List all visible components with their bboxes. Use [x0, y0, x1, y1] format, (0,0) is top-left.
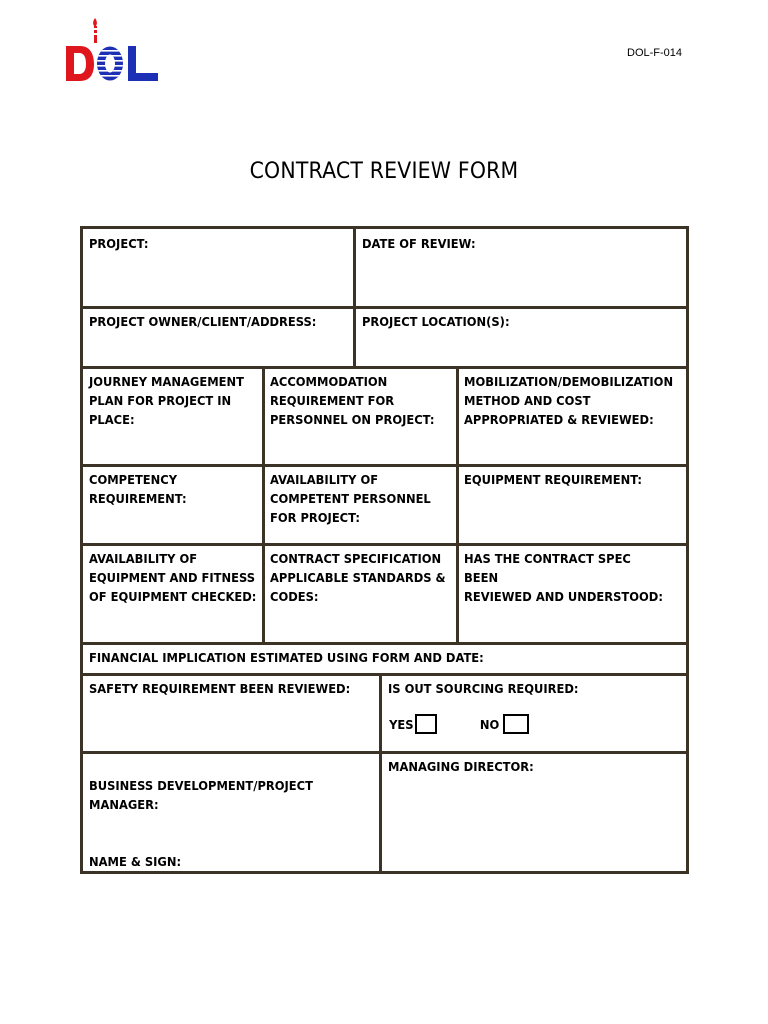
financial-implication-field[interactable]: FINANCIAL IMPLICATION ESTIMATED USING FORM AND DATE:: [89, 650, 484, 665]
accommodation-field[interactable]: ACCOMMODATION REQUIREMENT FOR PERSONNEL ON PROJECT:: [270, 374, 435, 427]
project-field[interactable]: PROJECT:: [89, 236, 149, 251]
contract-review-form: [80, 226, 689, 874]
column-divider: [353, 229, 356, 369]
page-title: CONTRACT REVIEW FORM: [249, 159, 519, 184]
equipment-requirement-field[interactable]: EQUIPMENT REQUIREMENT:: [464, 472, 643, 487]
competency-field[interactable]: COMPETENCY REQUIREMENT:: [89, 472, 187, 506]
column-divider: [379, 673, 382, 871]
svg-text:DOL: DOL: [64, 16, 67, 17]
competent-personnel-field[interactable]: AVAILABILITY OF COMPETENT PERSONNEL FOR PROJECT:: [270, 472, 431, 525]
equipment-availability-field[interactable]: AVAILABILITY OF EQUIPMENT AND FITNESS OF EQUIPMENT CHECKED:: [89, 551, 257, 604]
journey-plan-field[interactable]: JOURNEY MANAGEMENT PLAN FOR PROJECT IN PLACE:: [89, 374, 245, 427]
mobilization-field[interactable]: MOBILIZATION/DEMOBILIZATION METHOD AND COST APPROPRIATED & REVIEWED:: [464, 374, 674, 427]
company-logo: [64, 16, 160, 82]
globe-icon: [94, 46, 126, 82]
bd-manager-field[interactable]: [89, 757, 313, 871]
row-divider: [83, 642, 686, 645]
yes-checkbox[interactable]: [415, 714, 437, 734]
contract-spec-field[interactable]: CONTRACT SPECIFICATION APPLICABLE STANDARDS & CODES:: [270, 551, 446, 604]
bd-manager-label: BUSINESS DEVELOPMENT/PROJECT MANAGER:: [89, 778, 313, 812]
flame-icon: [93, 18, 97, 27]
row-divider: [83, 751, 686, 754]
column-divider: [456, 366, 459, 645]
outsourcing-options: [388, 714, 529, 734]
no-checkbox[interactable]: [503, 714, 529, 734]
project-locations-field[interactable]: PROJECT LOCATION(S):: [362, 314, 510, 329]
spec-reviewed-field[interactable]: HAS THE CONTRACT SPEC BEEN REVIEWED AND UNDERSTOOD:: [464, 551, 663, 604]
column-divider: [262, 366, 265, 645]
owner-client-address-field[interactable]: PROJECT OWNER/CLIENT/ADDRESS:: [89, 314, 317, 329]
yes-label: YES: [389, 716, 414, 732]
row-divider: [83, 673, 686, 676]
row-divider: [83, 464, 686, 467]
no-label: NO: [479, 716, 499, 732]
document-code: DOL-F-014: [627, 47, 683, 59]
managing-director-field[interactable]: MANAGING DIRECTOR:: [388, 759, 534, 774]
outsourcing-question: IS OUT SOURCING REQUIRED:: [388, 681, 579, 696]
date-of-review-field[interactable]: DATE OF REVIEW:: [362, 236, 476, 251]
name-sign-label: NAME & SIGN:: [89, 854, 182, 869]
row-divider: [83, 306, 686, 309]
row-divider: [83, 366, 686, 369]
safety-requirement-field[interactable]: SAFETY REQUIREMENT BEEN REVIEWED:: [89, 681, 351, 696]
row-divider: [83, 543, 686, 546]
